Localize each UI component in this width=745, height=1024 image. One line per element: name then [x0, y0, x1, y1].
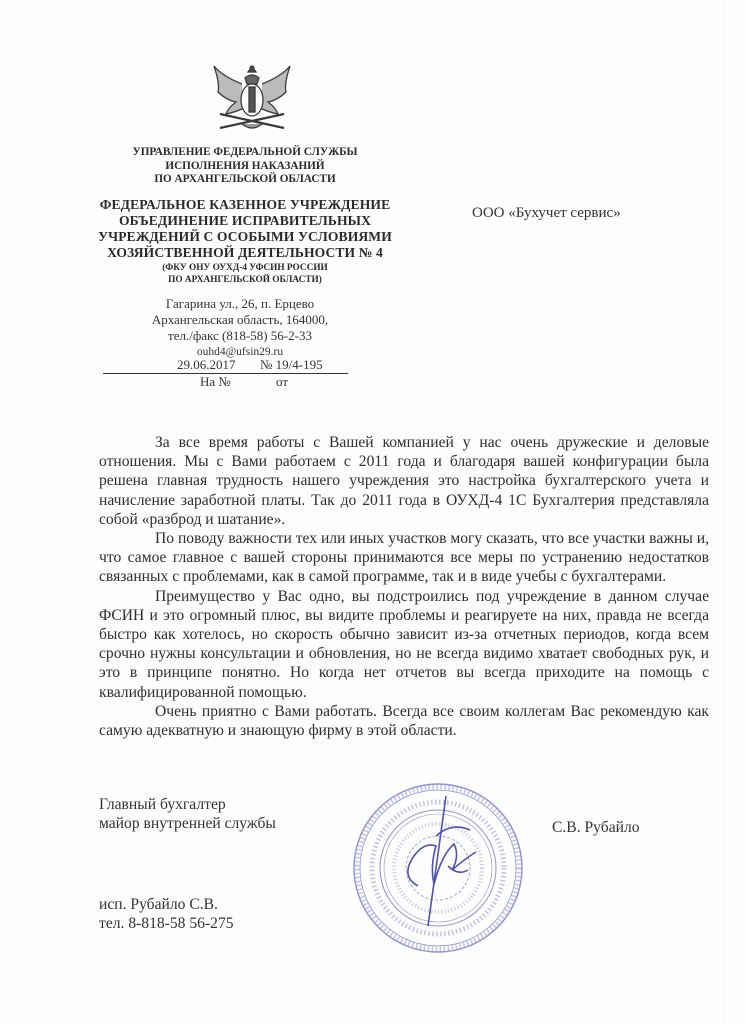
reply-from-label: от: [276, 374, 289, 389]
paragraph: Преимущество у Вас одно, вы подстроились под учреждение в данном случае ФСИН и это огромный плюс, вы видите проблемы и реагируете на них, правда не всегда быстро как хотелось, но скорость обычно зависит из-за отчетных периодов, когда всем срочно нужны консультации и обновления, но не всегда видимо хватает свободных рук, и это в принципе понятно. Но когда нет отчетов вы всегда приходите на помощь с квалифицированной помощью.: [99, 587, 709, 701]
signatory-name: С.В. Рубайло: [552, 819, 640, 836]
reply-to-number-label: На №: [200, 374, 231, 389]
service-line: ПО АРХАНГЕЛЬСКОЙ ОБЛАСТИ: [154, 173, 336, 185]
abbreviation-line: ПО АРХАНГЕЛЬСКОЙ ОБЛАСТИ): [168, 274, 322, 285]
paragraph: Очень приятно с Вами работать. Всегда все своим коллегам Вас рекомендую как самую адекватную и знающую фирму в этой области.: [99, 702, 709, 740]
phone-fax: тел./факс (818-58) 56-2-33: [168, 328, 312, 343]
service-line: УПРАВЛЕНИЕ ФЕДЕРАЛЬНОЙ СЛУЖБЫ: [132, 146, 358, 158]
signatory-position: Главный бухгалтер: [99, 796, 226, 813]
address-line: Гагарина ул., 26, п. Ерцево: [165, 296, 315, 311]
official-seal-icon: [348, 776, 528, 956]
institution-abbreviation: [80, 263, 410, 286]
abbreviation-line: (ФКУ ОНУ ОУХД-4 УФСИН РОССИИ: [162, 263, 328, 273]
service-name: [80, 146, 410, 187]
sender-address: [90, 296, 390, 360]
recipient: ООО «Бухучет сервис»: [472, 205, 621, 221]
handwritten-signature: [408, 796, 476, 926]
letter-body: [99, 433, 709, 740]
paragraph: За все время работы с Вашей компанией у нас очень дружеские и деловые отношения. Мы с Вами работаем с 2011 года и благодаря вашей конфигурации была решена главная трудность нашего учреждения это настройка бухгалтерского учета и начисление заработной платы. Так до 2011 года в ОУХД-4 1С Бухгалтерия представляла собой «разброд и шатание».: [99, 434, 709, 528]
sender-email-link[interactable]: ouhd4@ufsin29.ru: [196, 346, 284, 358]
executor-name: исп. Рубайло С.В.: [99, 896, 218, 913]
scan-edge: [724, 0, 725, 1024]
institution-name: [80, 197, 410, 261]
signatory-title: [99, 795, 276, 833]
signatory-rank: майор внутренней службы: [99, 815, 276, 832]
registration-line: [103, 357, 348, 374]
executor-info: [99, 895, 234, 933]
outgoing-number: № 19/4-195: [260, 357, 323, 372]
paragraph: По поводу важности тех или иных участков могу сказать, что все участки важны и, что самое главное с вашей стороны принимаются все меры по устранению недостатков связанных с проблемами, как в самой программе, так и в виде учебы с бухгалтерами.: [99, 530, 709, 586]
executor-phone: тел. 8-818-58 56-275: [99, 915, 234, 932]
institution-line: ХОЗЯЙСТВЕННОЙ ДЕЯТЕЛЬНОСТИ № 4: [107, 245, 383, 260]
institution-line: ФЕДЕРАЛЬНОЕ КАЗЕННОЕ УЧРЕЖДЕНИЕ: [99, 197, 391, 212]
institution-line: ОБЪЕДИНЕНИЕ ИСПРАВИТЕЛЬНЫХ: [118, 213, 372, 228]
address-line: Архангельская область, 164000,: [151, 312, 329, 327]
institution-line: УЧРЕЖДЕНИЙ С ОСОБЫМИ УСЛОВИЯМИ: [98, 229, 392, 244]
service-line: ИСПОЛНЕНИЯ НАКАЗАНИЙ: [165, 159, 325, 172]
outgoing-date: 29.06.2017: [177, 357, 236, 372]
fsin-emblem-icon: [212, 62, 292, 140]
